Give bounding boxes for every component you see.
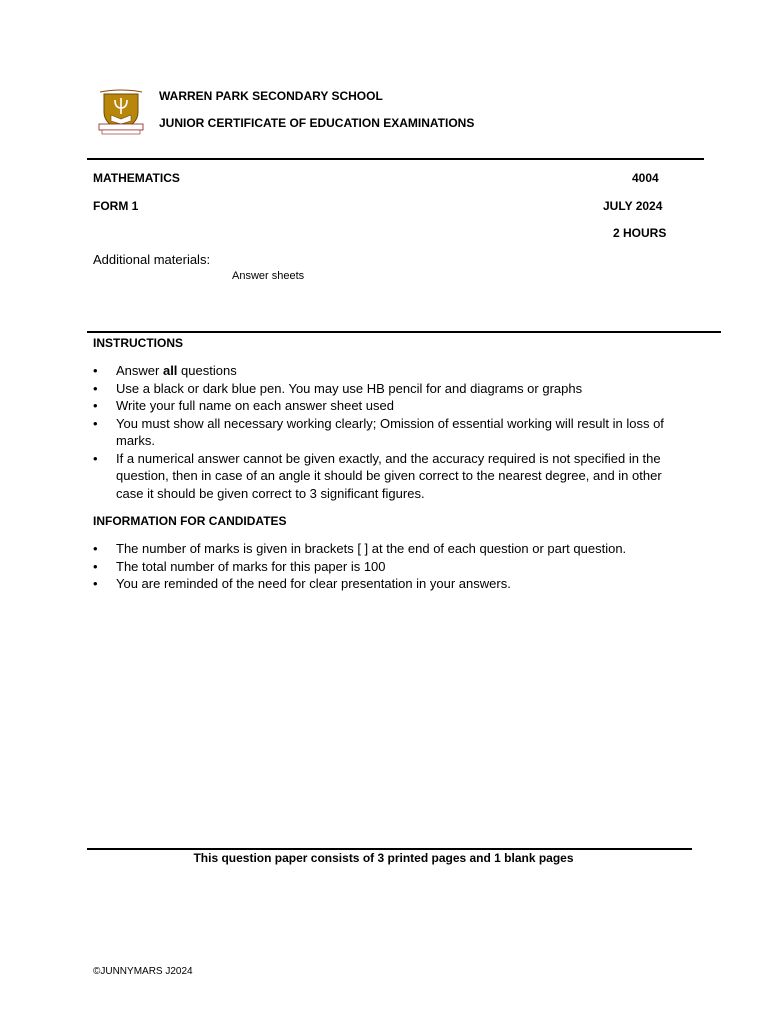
header-rule [87,158,704,160]
materials-label: Additional materials: [93,252,211,267]
exam-title: JUNIOR CERTIFICATE OF EDUCATION EXAMINATIONS [159,116,475,130]
instructions-title: INSTRUCTIONS [93,336,183,350]
list-item: • Use a black or dark blue pen. You may use HB pencil for and diagrams or graphs [93,380,666,398]
paper-code: 4004 [632,171,659,185]
instructions-list [93,362,666,502]
copyright: ©JUNNYMARS J2024 [93,966,193,977]
form-level: FORM 1 [93,199,139,213]
exam-date: JULY 2024 [603,199,663,213]
pages-note: This question paper consists of 3 printed pages and 1 blank pages [193,851,574,865]
information-title: INFORMATION FOR CANDIDATES [93,514,287,528]
school-name: WARREN PARK SECONDARY SCHOOL [159,89,383,103]
list-item: • The number of marks is given in brackets [ ] at the end of each question or part question. [93,540,666,558]
subject: MATHEMATICS [93,171,180,185]
exam-duration: 2 HOURS [613,226,667,240]
list-item: • The total number of marks for this paper is 100 [93,558,666,576]
materials-value: Answer sheets [232,270,305,282]
list-item: • Write your full name on each answer sheet used [93,397,666,415]
list-item: • You are reminded of the need for clear presentation in your answers. [93,575,666,593]
information-list [93,540,666,593]
footer-rule [87,848,692,850]
list-item: • Answer all questions [93,362,666,380]
list-item: • You must show all necessary working clearly; Omission of essential working will result in loss of marks. [93,415,666,450]
instructions-rule [87,331,721,333]
school-crest-icon [96,86,146,136]
list-item: • If a numerical answer cannot be given exactly, and the accuracy required is not specified in the question, then in case of an angle it should be given correct to the nearest degree, and in other case it should be given correct to 3 significant figures. [93,450,666,503]
